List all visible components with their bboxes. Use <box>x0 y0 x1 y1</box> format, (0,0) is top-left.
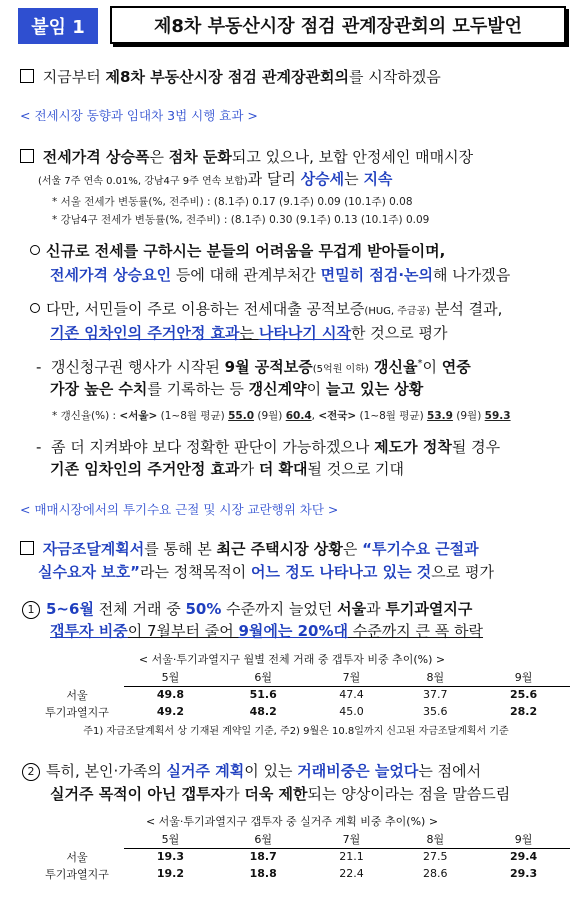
p4-bold: 늘고 있는 상황 <box>325 380 424 398</box>
ring-bullet-icon <box>30 245 40 255</box>
table1-month: 6월 <box>217 669 310 686</box>
p2-text: 신규로 전세를 구하시는 분들의 어려움을 무겁게 받아들이며, <box>46 242 446 260</box>
p4-line1: - 갱신청구권 행사가 시작된 9월 공적보증(5억원 이하) 갱신율*이 연중 <box>36 358 471 376</box>
p5-text: 가 <box>239 460 259 478</box>
table-cell: 51.6 <box>249 688 277 702</box>
p7-text: 이 7월부터 줄어 <box>127 622 239 640</box>
table1-month: 7월 <box>310 669 394 686</box>
table-row <box>30 686 570 703</box>
circled-number-2-icon: 2 <box>22 763 40 781</box>
table1 <box>30 669 570 720</box>
p8-line1 <box>22 760 481 781</box>
p6-bold: 최근 주택시장 상황 <box>216 540 343 558</box>
row-label: 서울 <box>66 850 88 864</box>
p1-text: 는 <box>344 170 364 188</box>
table2-corner <box>30 831 124 848</box>
p4-text: 이 <box>422 358 442 376</box>
table1-caption: < 서울·투기과열지구 월별 전체 거래 중 갭투자 비중 추이(%) > <box>138 653 446 666</box>
p7-highlight: 갭투자 비중 <box>50 622 128 640</box>
ring-bullet-icon <box>30 303 40 313</box>
table-row <box>30 848 570 865</box>
table-cell: 29.4 <box>510 850 538 864</box>
table-cell: 47.4 <box>339 688 364 702</box>
p3-text: 다만, 서민들이 주로 이용하는 전세대출 공적보증 <box>46 300 365 318</box>
note-value: 55.0 <box>228 410 255 422</box>
intro-line <box>20 66 441 87</box>
table-cell: 21.1 <box>339 850 364 864</box>
table-cell: 18.7 <box>249 850 277 864</box>
p2-highlight: 전세가격 상승요인 <box>50 266 172 284</box>
table-cell: 22.4 <box>339 867 364 880</box>
p1-text: 되고 있으나, 보합 안정세인 매매시장 <box>231 148 474 166</box>
p8-text: 가 <box>225 785 245 803</box>
note-text: (9월) <box>452 410 485 422</box>
table-cell: 49.8 <box>156 688 184 702</box>
square-bullet-icon <box>20 541 34 555</box>
table2 <box>30 831 570 882</box>
p4-footnote-mark: * <box>417 358 423 369</box>
p2-text: 해 나가겠음 <box>433 266 511 284</box>
p7-text: 전체 거래 중 <box>93 600 186 618</box>
table2-month: 6월 <box>217 831 310 848</box>
p4-note <box>52 408 511 423</box>
p7-highlight: 9월에는 20%대 <box>238 622 349 640</box>
note-value: 59.3 <box>484 410 511 422</box>
p3-line2 <box>50 322 447 343</box>
p6-highlight: 어느 정도 나타나고 있는 것 <box>251 563 432 581</box>
table-cell: 29.3 <box>510 867 538 880</box>
table-row <box>30 865 570 882</box>
intro-text: 지금부터 <box>42 68 106 86</box>
intro-text-end: 를 시작하겠음 <box>348 68 441 86</box>
attachment-badge: 붙임 1 <box>18 8 98 44</box>
p2-highlight: 면밀히 점검·논의 <box>320 266 433 284</box>
p4-bold: 갱신계약 <box>248 380 307 398</box>
p6-highlight: 자금조달계획서 <box>42 540 145 558</box>
p4-line2 <box>50 378 423 399</box>
row-label: 투기과열지구 <box>45 867 109 881</box>
table1-month: 9월 <box>477 669 570 686</box>
document-title: 제8차 부동산시장 점검 관계장관회의 모두발언 <box>110 6 566 44</box>
p3-highlight: 나타나기 시작 <box>258 324 351 342</box>
p7-bold: 서울 <box>337 600 367 618</box>
note-text: (1~8월 평균) <box>356 410 428 422</box>
p6-line1 <box>20 538 479 559</box>
table1-month: 8월 <box>393 669 477 686</box>
table2-header-row <box>30 831 570 848</box>
p5-bold: 제도가 정착 <box>374 438 452 456</box>
p4-bold: 가장 높은 수치 <box>50 380 148 398</box>
table-cell: 49.2 <box>156 705 184 718</box>
p5-text: 될 경우 <box>451 438 501 456</box>
p7-line2 <box>50 620 483 641</box>
p6-line2 <box>38 561 494 582</box>
p8-bold: 더욱 제한 <box>244 785 308 803</box>
p6-text: 를 통해 본 <box>144 540 217 558</box>
section-heading-sales: < 매매시장에서의 투기수요 근절 및 시장 교란행위 차단 > <box>20 502 339 517</box>
p8-text: 되는 양상이라는 점을 말씀드림 <box>307 785 511 803</box>
p4-bold: 9월 공적보증 <box>224 358 313 376</box>
table-cell: 28.6 <box>423 867 448 880</box>
p1-bold: 전세가격 상승폭 <box>42 148 150 166</box>
p4-bold: 연중 <box>441 358 471 376</box>
p3-line1 <box>30 298 502 319</box>
p1-line1 <box>20 146 473 167</box>
table1-month: 5월 <box>124 669 217 686</box>
p7-text: 수준까지 큰 폭 하락 <box>348 622 484 640</box>
p2-line1 <box>30 240 445 261</box>
p1-text: 은 <box>149 148 169 166</box>
p1-line2 <box>38 168 392 189</box>
p1-highlight: 상승세 <box>300 170 345 188</box>
p5-text: 될 것으로 기대 <box>307 460 405 478</box>
p8-text: 이 있는 <box>244 762 298 780</box>
p1-small: (서울 7주 연속 0.01%, 강남4구 9주 연속 보합) <box>38 176 248 187</box>
note-value: 53.9 <box>427 410 453 422</box>
table2-month: 9월 <box>477 831 570 848</box>
p1-note2: * 강남4구 전세가 변동률(%, 전주비) : (8.1주) 0.30 (9.1주) 0.13 (10.1주) 0.09 <box>52 214 430 226</box>
p4-small: (5억원 이하) <box>312 364 369 375</box>
p2-text: 등에 대해 관계부처간 <box>171 266 321 284</box>
note-text: * 갱신율(%) : <box>52 410 120 422</box>
table-cell: 19.2 <box>156 867 184 880</box>
p2-line2 <box>50 264 510 285</box>
p3-text: 는 <box>239 324 259 342</box>
p3-highlight: 기존 임차인의 주거안정 효과 <box>50 324 240 342</box>
p8-line2 <box>50 783 510 804</box>
section-heading-jeonse: < 전세시장 동향과 임대차 3법 시행 효과 > <box>20 108 258 123</box>
intro-meeting-name: 제8차 부동산시장 점검 관계장관회의 <box>105 68 349 86</box>
table-cell: 25.6 <box>510 688 538 702</box>
row-label: 서울 <box>66 688 88 702</box>
p6-highlight: “투기수요 근절과 <box>362 540 479 558</box>
p1-text: 과 달리 <box>247 170 301 188</box>
p5-line1: - 좀 더 지켜봐야 보다 정확한 판단이 가능하겠으나 제도가 정착될 경우 <box>36 438 501 456</box>
table1-footnote: 주1) 자금조달계획서 상 기재된 계약일 기준, 주2) 9월은 10.8일까지 신고된 자금조달계획서 기준 <box>83 726 509 737</box>
p7-line1 <box>22 598 472 619</box>
p7-text: 과 <box>366 600 386 618</box>
table-cell: 19.3 <box>156 850 184 864</box>
p7-text: 수준까지 늘었던 <box>221 600 338 618</box>
p7-highlight: 50% <box>185 600 222 618</box>
p8-bold: 실거주 목적이 아닌 갭투자 <box>50 785 226 803</box>
table2-month: 8월 <box>393 831 477 848</box>
p6-text: 은 <box>342 540 363 558</box>
row-label: 투기과열지구 <box>45 705 109 719</box>
table-cell: 45.0 <box>339 705 364 718</box>
p5-bold: 더 확대 <box>258 460 308 478</box>
note-region: <전국> <box>318 410 357 422</box>
p4-text: 를 기록하는 등 <box>147 380 249 398</box>
note-text: , <box>311 410 319 422</box>
p8-highlight: 거래비중은 늘었다 <box>297 762 419 780</box>
table1-corner <box>30 669 124 686</box>
circled-number-1-icon: 1 <box>22 601 40 619</box>
p7-bold: 투기과열지구 <box>385 600 473 618</box>
p5-line2 <box>50 458 404 479</box>
p6-text: 라는 정책목적이 <box>140 563 251 581</box>
p6-highlight: 실수요자 보호” <box>38 563 141 581</box>
p8-highlight: 실거주 계획 <box>166 762 245 780</box>
p4-bold: 갱신율 <box>368 358 418 376</box>
table-cell: 37.7 <box>423 688 448 702</box>
table-row <box>30 703 570 720</box>
table-cell: 28.2 <box>510 705 538 718</box>
p7-highlight: 5~6월 <box>46 600 94 618</box>
table2-month: 7월 <box>310 831 394 848</box>
table-cell: 48.2 <box>249 705 277 718</box>
square-bullet-icon <box>20 149 34 163</box>
table-cell: 35.6 <box>423 705 448 718</box>
note-value: 60.4 <box>285 410 312 422</box>
note-text: (1~8월 평균) <box>157 410 229 422</box>
table1-header-row <box>30 669 570 686</box>
table-cell: 27.5 <box>423 850 448 864</box>
p5-text: 좀 더 지켜봐야 보다 정확한 판단이 가능하겠으나 <box>50 438 375 456</box>
p8-text: 특히, 본인·가족의 <box>46 762 167 780</box>
table2-month: 5월 <box>124 831 217 848</box>
p4-text: 이 <box>306 380 326 398</box>
table2-caption: < 서울·투기과열지구 갭투자 중 실거주 계획 비중 추이(%) > <box>145 815 439 828</box>
table-cell: 18.8 <box>249 867 277 880</box>
p5-bold: 기존 임차인의 주거안정 효과 <box>50 460 240 478</box>
p1-bold: 점차 둔화 <box>168 148 232 166</box>
p3-small: (HUG, 주금공) <box>364 306 431 317</box>
p3-text: 한 것으로 평가 <box>351 324 448 342</box>
note-text: (9월) <box>254 410 286 422</box>
p6-text: 으로 평가 <box>431 563 495 581</box>
p1-note1: * 서울 전세가 변동률(%, 전주비) : (8.1주) 0.17 (9.1주) 0.09 (10.1주) 0.08 <box>52 196 413 208</box>
p1-highlight: 지속 <box>363 170 393 188</box>
square-bullet-icon <box>20 69 34 83</box>
note-region: <서울> <box>119 410 158 422</box>
p3-text: 분석 결과, <box>430 300 503 318</box>
p4-text: 갱신청구권 행사가 시작된 <box>50 358 225 376</box>
p8-text: 는 점에서 <box>418 762 482 780</box>
